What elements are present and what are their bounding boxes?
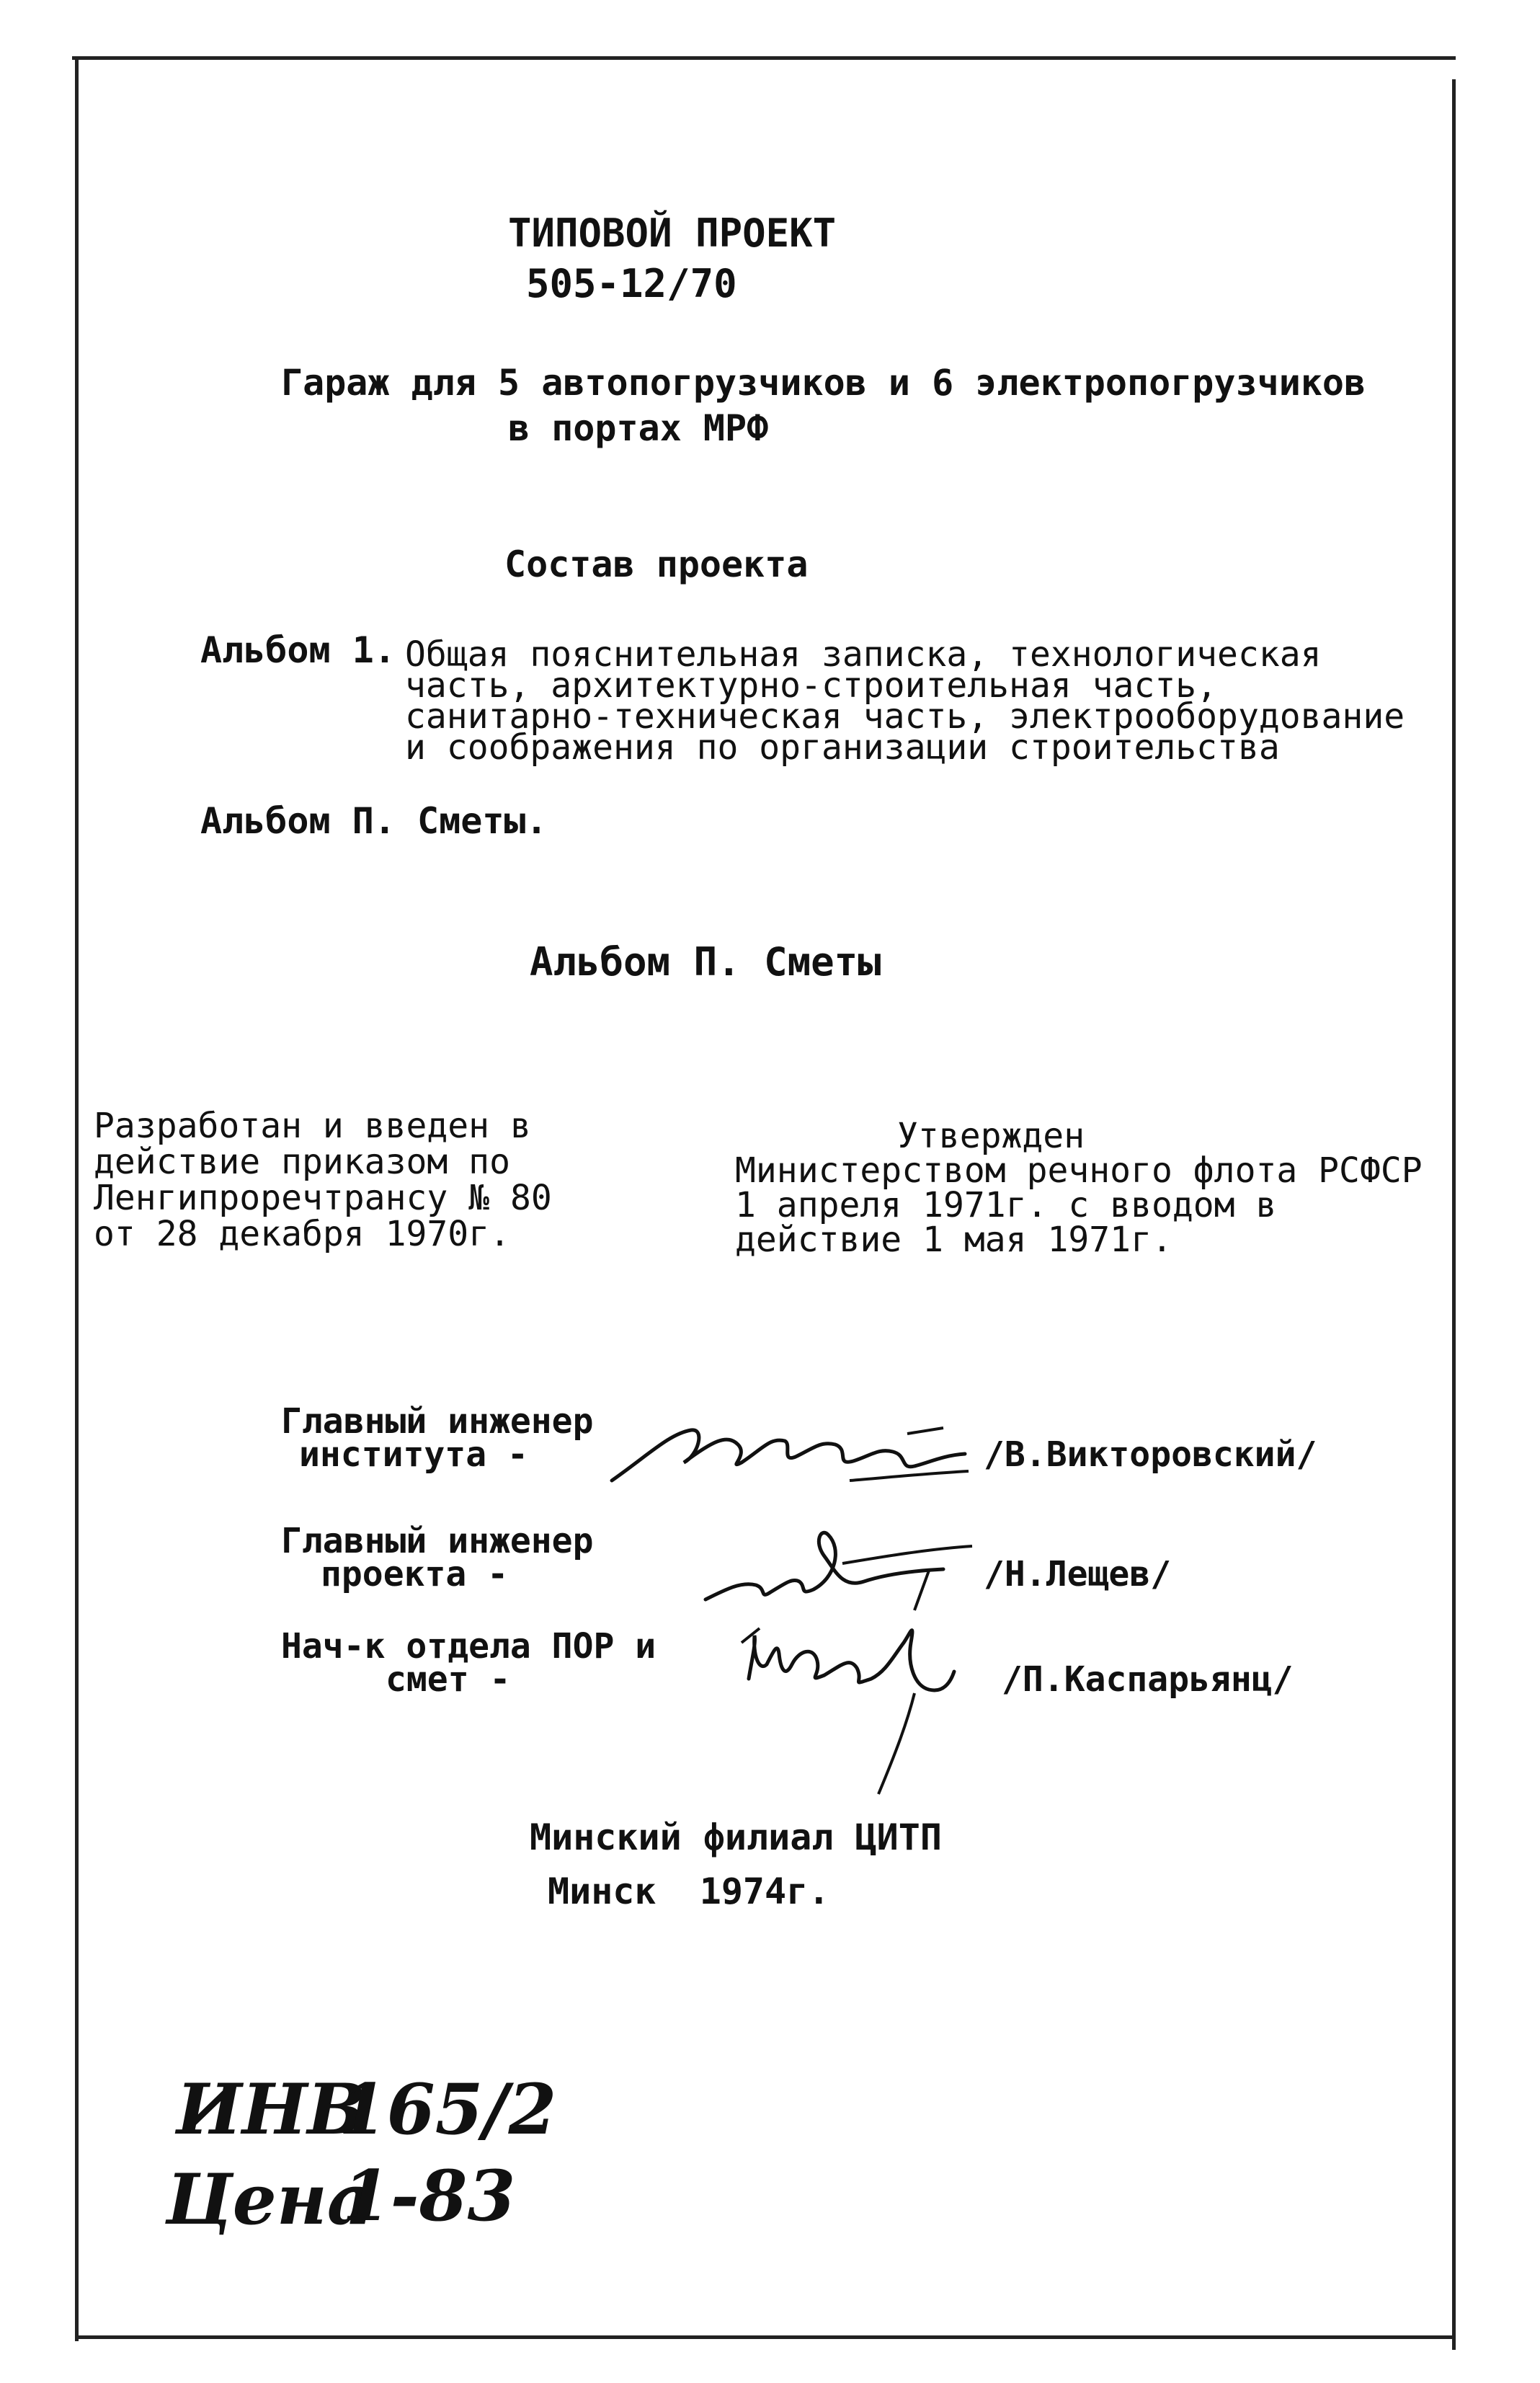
album1-line-2: часть, архитектурно-строительная часть, [405,665,1218,706]
signature-2-role-line1: Главный инженер [281,1521,594,1561]
project-number: 505-12/70 [526,261,737,306]
inventory-label: ИНВ [177,2069,366,2150]
publisher-line2: Минск 1974г. [548,1871,830,1912]
album1-line-4: и соображения по организации строительства [405,727,1280,768]
frame-left-border [75,56,79,2341]
album2-line: Альбом П. Сметы. [200,800,548,842]
project-type: ТИПОВОЙ ПРОЕКТ [508,210,837,256]
price-value: 1-83 [342,2155,516,2237]
signature-3-role-line1: Нач-к отдела ПОР и [281,1626,656,1667]
project-title-line2: в портах МРФ [508,407,769,449]
publisher-line1: Минский филиал ЦИТП [530,1816,942,1858]
album1-line-3: санитарно-техническая часть, электрооборудование [405,696,1405,737]
developed-line-1: Разработан и введен в [94,1106,531,1146]
signature-3-handwritten [721,1600,1008,1804]
composition-heading: Состав проекта [504,543,809,585]
signature-3-name: /П.Каспарьянц/ [1002,1659,1294,1700]
signature-1-role-line2: института - [299,1434,528,1475]
price-label: Цена [166,2159,373,2240]
developed-line-4: от 28 декабря 1970г. [94,1214,510,1254]
signature-1-role-line1: Главный инженер [281,1401,594,1442]
developed-line-3: Ленгипроречтрансу № 80 [94,1178,552,1218]
developed-line-2: действие приказом по [94,1142,510,1182]
frame-top-border [72,56,1456,60]
album1-label: Альбом 1. [200,629,396,671]
approved-line-1: Министерством речного флота РСФСР [735,1150,1423,1191]
signature-2-role-line2: проекта - [321,1554,509,1594]
inventory-value: 165/2 [339,2069,557,2150]
signature-1-handwritten [591,1398,979,1501]
album1-line-1: Общая пояснительная записка, технологическая [405,634,1322,675]
approved-heading: Утвержден [897,1116,1085,1156]
signature-3-role-line2: смет - [386,1659,511,1700]
frame-bottom-border [75,2335,1456,2339]
signature-2-name: /Н.Лещев/ [984,1554,1172,1594]
project-title-line1: Гараж для 5 автопогрузчиков и 6 электропогрузчиков [281,362,1366,404]
approved-line-2: 1 апреля 1971г. с вводом в [735,1185,1277,1225]
approved-line-3: действие 1 мая 1971г. [735,1220,1172,1260]
frame-right-border [1452,79,1456,2350]
signature-1-name: /В.Викторовский/ [984,1434,1317,1475]
current-album-title: Альбом П. Сметы [530,939,881,985]
